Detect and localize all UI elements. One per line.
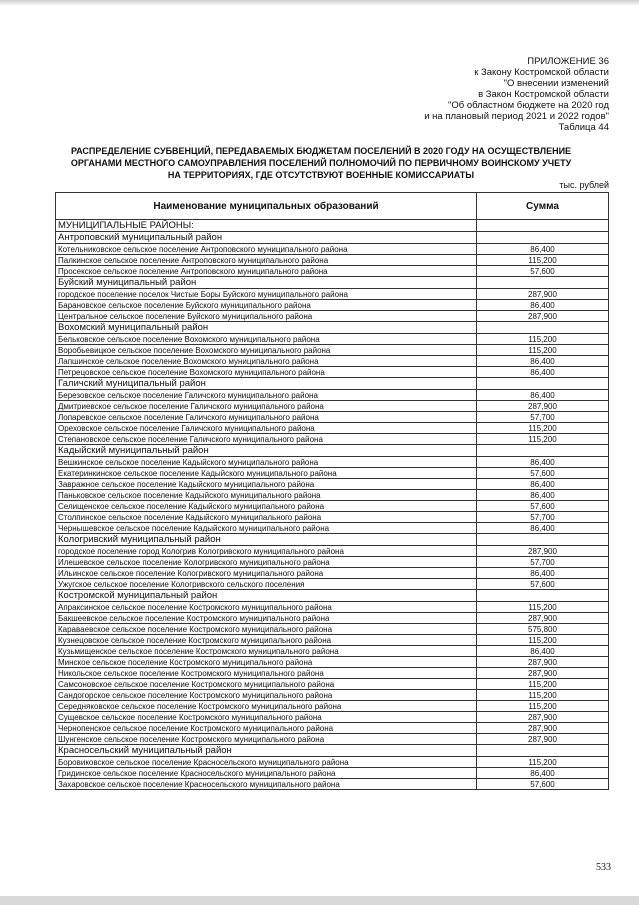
- amount-cell: 57,600: [477, 468, 609, 479]
- column-header-name: Наименование муниципальных образований: [56, 193, 477, 220]
- amount-cell: [477, 534, 609, 546]
- amount-cell: [477, 220, 609, 232]
- appendix-header-line: и на плановый период 2021 и 2022 годов": [424, 111, 609, 122]
- settlement-name-cell: Завражное сельское поселение Кадыйского муниципального района: [56, 479, 477, 490]
- settlement-name-cell: Ужугское сельское поселение Кологривского сельского поселения: [56, 579, 477, 590]
- settlement-name-cell: Никольское сельское поселение Костромского муниципального района: [56, 668, 477, 679]
- table-row: [56, 768, 609, 779]
- district-group-row: [56, 745, 609, 757]
- subvention-table: [55, 192, 609, 790]
- district-group-row: [56, 277, 609, 289]
- settlement-name-cell: Середняковское сельское поселение Костромского муниципального района: [56, 701, 477, 712]
- document-title-line: ОРГАНАМИ МЕСТНОГО САМОУПРАВЛЕНИЯ ПОСЕЛЕНИЙ ПОЛНОМОЧИЙ ПО ПЕРВИЧНОМУ ВОИНСКОМУ УЧЕТУ: [70, 158, 572, 168]
- settlement-name-cell: Чернопенское сельское поселение Костромского муниципального района: [56, 723, 477, 734]
- settlement-name-cell: Апраксинское сельское поселение Костромского муниципального района: [56, 602, 477, 613]
- amount-cell: 287,900: [477, 668, 609, 679]
- settlement-name-cell: Барановское сельское поселение Буйского муниципального района: [56, 300, 477, 311]
- settlement-name-cell: Просекское сельское поселение Антроповского муниципального района: [56, 266, 477, 277]
- settlement-name-cell: Кузьмищенское сельское поселение Костромского муниципального района: [56, 646, 477, 657]
- district-group-row: [56, 534, 609, 546]
- amount-cell: 86,400: [477, 646, 609, 657]
- amount-cell: 115,200: [477, 345, 609, 356]
- amount-cell: 115,200: [477, 434, 609, 445]
- district-name-cell: Красносельский муниципальный район: [56, 745, 477, 757]
- table-row: [56, 646, 609, 657]
- table-row: [56, 501, 609, 512]
- amount-cell: 57,700: [477, 412, 609, 423]
- amount-cell: [477, 322, 609, 334]
- table-row: [56, 244, 609, 255]
- settlement-name-cell: Илешевское сельское поселение Кологривского муниципального района: [56, 557, 477, 568]
- amount-cell: 86,400: [477, 367, 609, 378]
- amount-cell: [477, 232, 609, 244]
- table-row: [56, 434, 609, 445]
- amount-cell: 86,400: [477, 768, 609, 779]
- district-name-cell: Галичский муниципальный район: [56, 378, 477, 390]
- table-row: [56, 479, 609, 490]
- settlement-name-cell: городское поселение поселок Чистые Боры Буйского муниципального района: [56, 289, 477, 300]
- table-row: [56, 579, 609, 590]
- table-row: [56, 757, 609, 768]
- table-row: [56, 512, 609, 523]
- scan-edge-top: [0, 0, 639, 6]
- amount-cell: 115,200: [477, 423, 609, 434]
- amount-cell: 86,400: [477, 523, 609, 534]
- table-row: [56, 390, 609, 401]
- settlement-name-cell: Боровиковское сельское поселение Красносельского муниципального района: [56, 757, 477, 768]
- table-row: [56, 334, 609, 345]
- settlement-name-cell: Сандогорское сельское поселение Костромского муниципального района: [56, 690, 477, 701]
- settlement-name-cell: Столпинское сельское поселение Кадыйского муниципального района: [56, 512, 477, 523]
- table-row: [56, 690, 609, 701]
- appendix-header-line: к Закону Костромской области: [474, 67, 609, 78]
- amount-cell: 287,900: [477, 311, 609, 322]
- amount-cell: 115,200: [477, 635, 609, 646]
- appendix-header-line: "О внесении изменений: [503, 78, 609, 89]
- amount-cell: [477, 277, 609, 289]
- amount-cell: 86,400: [477, 356, 609, 367]
- table-row: [56, 266, 609, 277]
- settlement-name-cell: Захаровское сельское поселение Красносельского муниципального района: [56, 779, 477, 790]
- page-number: 533: [596, 862, 611, 873]
- amount-cell: 86,400: [477, 390, 609, 401]
- settlement-name-cell: Ореховское сельское поселение Галичского муниципального района: [56, 423, 477, 434]
- amount-cell: 86,400: [477, 457, 609, 468]
- district-name-cell: Кадыйский муниципальный район: [56, 445, 477, 457]
- amount-cell: 287,900: [477, 723, 609, 734]
- table-row: [56, 701, 609, 712]
- district-name-cell: Вохомский муниципальный район: [56, 322, 477, 334]
- settlement-name-cell: Екатеринкинское сельское поселение Кадыйского муниципального района: [56, 468, 477, 479]
- appendix-header: [349, 56, 609, 133]
- district-name-cell: МУНИЦИПАЛЬНЫЕ РАЙОНЫ:: [56, 220, 477, 232]
- settlement-name-cell: Дмитриевское сельское поселение Галичского муниципального района: [56, 401, 477, 412]
- amount-cell: 86,400: [477, 568, 609, 579]
- amount-cell: 287,900: [477, 289, 609, 300]
- table-row: [56, 468, 609, 479]
- amount-cell: 287,900: [477, 613, 609, 624]
- amount-cell: 287,900: [477, 401, 609, 412]
- amount-cell: 115,200: [477, 679, 609, 690]
- amount-cell: 287,900: [477, 734, 609, 745]
- settlement-name-cell: Ильинское сельское поселение Кологривского муниципального района: [56, 568, 477, 579]
- amount-cell: 86,400: [477, 244, 609, 255]
- table-row: [56, 635, 609, 646]
- settlement-name-cell: Гридинское сельское поселение Красносельского муниципального района: [56, 768, 477, 779]
- settlement-name-cell: Бельковское сельское поселение Вохомского муниципального района: [56, 334, 477, 345]
- amount-cell: 115,200: [477, 602, 609, 613]
- district-group-row: [56, 232, 609, 244]
- settlement-name-cell: Селищенское сельское поселение Кадыйского муниципального района: [56, 501, 477, 512]
- settlement-name-cell: Кузнецовское сельское поселение Костромского муниципального района: [56, 635, 477, 646]
- column-header-amount: Сумма: [477, 193, 609, 220]
- table-row: [56, 457, 609, 468]
- amount-cell: 57,600: [477, 579, 609, 590]
- amount-cell: 86,400: [477, 300, 609, 311]
- table-number: Таблица 44: [558, 122, 609, 133]
- table-row: [56, 712, 609, 723]
- amount-cell: 287,900: [477, 712, 609, 723]
- settlement-name-cell: Бакшеевское сельское поселение Костромского муниципального района: [56, 613, 477, 624]
- amount-cell: 287,900: [477, 546, 609, 557]
- document-title-line: РАСПРЕДЕЛЕНИЕ СУБВЕНЦИЙ, ПЕРЕДАВАЕМЫХ БЮДЖЕТАМ ПОСЕЛЕНИЙ В 2020 ГОДУ НА ОСУЩЕСТВЛЕНИЕ: [70, 146, 572, 156]
- district-name-cell: Кологривский муниципальный район: [56, 534, 477, 546]
- table-header-row: [56, 193, 609, 220]
- district-group-row: [56, 220, 609, 232]
- table-row: [56, 523, 609, 534]
- amount-cell: 575,800: [477, 624, 609, 635]
- amount-cell: 115,200: [477, 334, 609, 345]
- table-row: [56, 679, 609, 690]
- amount-cell: [477, 445, 609, 457]
- table-row: [56, 568, 609, 579]
- appendix-header-line: в Закон Костромской области: [478, 89, 609, 100]
- table-row: [56, 723, 609, 734]
- settlement-name-cell: Чернышевское сельское поселение Кадыйского муниципального района: [56, 523, 477, 534]
- table-row: [56, 345, 609, 356]
- district-group-row: [56, 445, 609, 457]
- amount-cell: 57,600: [477, 266, 609, 277]
- document-title: [40, 145, 602, 181]
- amount-cell: 115,200: [477, 701, 609, 712]
- table-row: [56, 734, 609, 745]
- table-row: [56, 311, 609, 322]
- district-name-cell: Костромской муниципальный район: [56, 590, 477, 602]
- table-row: [56, 356, 609, 367]
- settlement-name-cell: Паньковское сельское поселение Кадыйского муниципального района: [56, 490, 477, 501]
- document-title-line: НА ТЕРРИТОРИЯХ, ГДЕ ОТСУТСТВУЮТ ВОЕННЫЕ КОМИССАРИАТЫ: [167, 170, 475, 180]
- settlement-name-cell: Лапшинское сельское поселение Вохомского муниципального района: [56, 356, 477, 367]
- settlement-name-cell: Палкинское сельское поселение Антроповского муниципального района: [56, 255, 477, 266]
- amount-cell: [477, 378, 609, 390]
- table-row: [56, 546, 609, 557]
- settlement-name-cell: Сущевское сельское поселение Костромского муниципального района: [56, 712, 477, 723]
- units-label: тыс. рублей: [559, 180, 609, 190]
- settlement-name-cell: Минское сельское поселение Костромского муниципального района: [56, 657, 477, 668]
- settlement-name-cell: Воробьевицкое сельское поселение Вохомского муниципального района: [56, 345, 477, 356]
- amount-cell: 57,700: [477, 512, 609, 523]
- settlement-name-cell: Вешкинское сельское поселение Кадыйского муниципального района: [56, 457, 477, 468]
- amount-cell: 115,200: [477, 255, 609, 266]
- settlement-name-cell: Шунгенское сельское поселение Костромского муниципального района: [56, 734, 477, 745]
- table-row: [56, 613, 609, 624]
- district-group-row: [56, 590, 609, 602]
- settlement-name-cell: Лопаревское сельское поселение Галичского муниципального района: [56, 412, 477, 423]
- table-row: [56, 668, 609, 679]
- table-row: [56, 490, 609, 501]
- settlement-name-cell: Котельниковское сельское поселение Антроповского муниципального района: [56, 244, 477, 255]
- district-group-row: [56, 378, 609, 390]
- amount-cell: [477, 745, 609, 757]
- table-row: [56, 367, 609, 378]
- amount-cell: 57,600: [477, 779, 609, 790]
- amount-cell: 115,200: [477, 690, 609, 701]
- appendix-header-line: "Об областном бюджете на 2020 год: [448, 100, 609, 111]
- table-row: [56, 602, 609, 613]
- settlement-name-cell: Центральное сельское поселение Буйского муниципального района: [56, 311, 477, 322]
- district-group-row: [56, 322, 609, 334]
- amount-cell: [477, 590, 609, 602]
- settlement-name-cell: Березовское сельское поселение Галичского муниципального района: [56, 390, 477, 401]
- settlement-name-cell: Петрецовское сельское поселение Вохомского муниципального района: [56, 367, 477, 378]
- table-row: [56, 779, 609, 790]
- table-row: [56, 423, 609, 434]
- table-row: [56, 255, 609, 266]
- appendix-header-line: ПРИЛОЖЕНИЕ 36: [527, 56, 609, 67]
- table-row: [56, 300, 609, 311]
- settlement-name-cell: Степановское сельское поселение Галичского муниципального района: [56, 434, 477, 445]
- amount-cell: 86,400: [477, 479, 609, 490]
- district-name-cell: Антроповский муниципальный район: [56, 232, 477, 244]
- table-body: [56, 220, 609, 790]
- district-name-cell: Буйский муниципальный район: [56, 277, 477, 289]
- settlement-name-cell: Караваевское сельское поселение Костромского муниципального района: [56, 624, 477, 635]
- amount-cell: 57,700: [477, 557, 609, 568]
- amount-cell: 57,600: [477, 501, 609, 512]
- amount-cell: 86,400: [477, 490, 609, 501]
- table-row: [56, 624, 609, 635]
- settlement-name-cell: Самсоновское сельское поселение Костромского муниципального района: [56, 679, 477, 690]
- table-row: [56, 657, 609, 668]
- amount-cell: 115,200: [477, 757, 609, 768]
- scan-edge-bottom: [0, 896, 639, 905]
- table-row: [56, 289, 609, 300]
- table-row: [56, 401, 609, 412]
- table-row: [56, 557, 609, 568]
- settlement-name-cell: городское поселение город Кологрив Кологривского муниципального района: [56, 546, 477, 557]
- table-row: [56, 412, 609, 423]
- amount-cell: 287,900: [477, 657, 609, 668]
